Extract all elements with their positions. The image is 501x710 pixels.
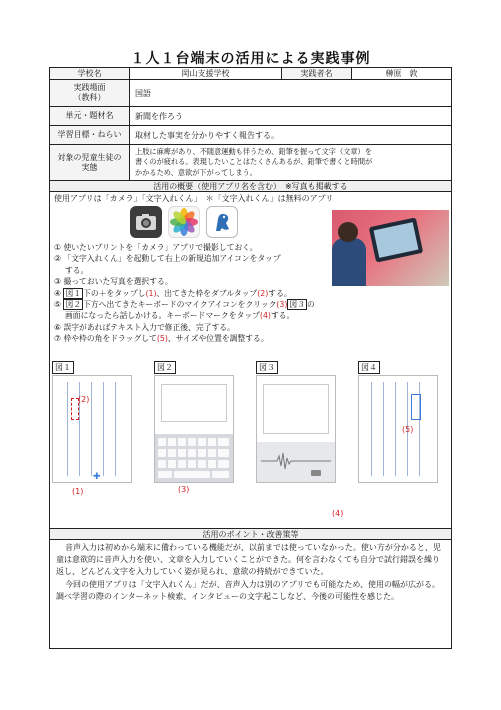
mojiire-app-icon (206, 206, 238, 238)
step-2b: する。 (65, 265, 89, 275)
step-4-mark-1: (1) (145, 288, 157, 298)
points-paragraph-2: 今回の使用アプリは「文字入れくん」だが、音声入力は別のアプリでも可能なため、使用の幅が広がる。調べ学習の際のインターネット検索、インタビューの文字起こしなど、今後の可能性を感じた。 (56, 579, 441, 601)
steps-list (54, 242, 449, 345)
figure-2-screen (154, 375, 234, 483)
figure-4-screen (358, 375, 438, 483)
step-4-num: ④ (54, 288, 61, 298)
photos-icon (168, 206, 200, 238)
points-heading: 活用のポイント・改善策等 (50, 529, 451, 539)
figure-3-screen (256, 375, 336, 483)
school-label: 学校名 (50, 68, 130, 79)
points-heading-row (50, 528, 451, 540)
target-line-2: 書くのが疲れる。表現したいことはたくさんあるが、鉛筆で書くと時間が (135, 157, 373, 167)
goal-row (50, 126, 451, 145)
step-5b (54, 310, 449, 321)
annotation-2: (2) (78, 395, 90, 404)
text-area (263, 384, 329, 434)
scene-label (50, 80, 130, 106)
figure-1-screen (52, 375, 132, 483)
points-paragraph-1: 音声入力は初めから端末に備わっている機能だが、以前までは使っていなかった。使い方が分かると、児童は意欲的に音声入力を使い、文章を入力していくことができた。何を言わなくても自分で試行錯誤を繰り返し、どんどん文字を入力していく姿が見られ、意欲の持続ができていた。 (56, 543, 441, 577)
target-label (50, 145, 130, 180)
step-5-end: の (307, 300, 315, 310)
apps-line: 使用アプリは「カメラ」「文字入れくん」 ＊「文字入れくん」は無料のアプリ (54, 194, 334, 203)
step-5b-mark-4: (4) (259, 311, 271, 321)
dictation-panel (257, 442, 335, 482)
target-label-line2: 実態 (81, 162, 98, 172)
step-1: ① 使いたいプリントを「カメラ」アプリで撮影しておく。 (54, 243, 258, 252)
header-row (50, 68, 451, 80)
step-3: ③ 撮っておいた写真を選択する。 (54, 277, 173, 287)
step-5b-text: 画面になったら話しかける。キーボードマークをタップ (65, 311, 260, 321)
overview-heading-row (50, 181, 451, 192)
step-4-mark-2: (2) (257, 288, 269, 298)
step-5-num: ⑤ (54, 300, 61, 310)
step-4-fig-ref: 図１ (65, 288, 82, 298)
resizable-text-frame (411, 394, 421, 420)
annotation-4: (4) (332, 509, 344, 518)
step-5-fig-ref: 図２ (65, 300, 82, 310)
target-value (130, 145, 451, 180)
step-5-text: 下方へ出てきたキーボードのマイクアイコンをクリック (83, 300, 277, 310)
page-title: １人１台端末の活用による実践事例 (130, 51, 371, 67)
teacher-label: 実践者名 (282, 68, 352, 79)
teacher-name: 榊原 敦 (385, 69, 418, 78)
scene-value: 国語 (135, 88, 151, 98)
unit-value: 新聞を作ろう (135, 111, 183, 121)
figure-3-label: 図３ (256, 361, 278, 374)
target-label-line1: 対象の児童生徒の (57, 152, 122, 162)
figure-4-label: 図４ (358, 361, 380, 374)
scene-row (50, 80, 451, 107)
step-7-end: 、サイズや位置を調整する。 (167, 334, 269, 344)
school-name: 岡山支援学校 (130, 68, 282, 79)
step-7 (54, 333, 449, 344)
step-7-text: ⑦ 枠や枠の角をドラッグして (54, 334, 157, 344)
annotation-5: (5) (402, 425, 414, 434)
step-4-text-2: 、出てきた枠をダブルタップ (156, 288, 258, 298)
points-body (56, 542, 446, 603)
step-6: ⑥ 誤字があればテキスト入力で修正後、完了する。 (54, 322, 235, 332)
step-4 (54, 288, 449, 299)
step-5-fig-ref-2: 図３ (289, 300, 305, 310)
annotation-3: (3) (178, 485, 190, 494)
unit-label: 単元・題材名 (50, 107, 130, 125)
report-table (49, 67, 452, 649)
text-area (161, 384, 227, 422)
scene-label-line2: （教科） (73, 93, 106, 102)
step-5 (54, 299, 449, 310)
target-row (50, 145, 451, 181)
step-5b-end: する。 (270, 311, 295, 321)
step-2a: ② 「文字入れくん」を起動して右上の新規追加アイコンをタップ (54, 254, 281, 264)
add-icon: ✚ (93, 472, 101, 482)
scene-label-line1: 実践場面 (73, 83, 106, 92)
goal-value: 取材した事実を分かりやすく報告する。 (135, 130, 279, 140)
unit-row (50, 107, 451, 126)
overview-heading: 活用の概要（使用アプリ名を含む） ※写真も掲載する (50, 181, 451, 191)
step-7-mark-5: (5) (156, 334, 168, 344)
figure-1-label: 図１ (52, 361, 74, 374)
step-4-end: する。 (268, 288, 292, 298)
step-4-text: 下の＋をタップし (83, 288, 146, 298)
target-line-3: かかるため、意欲が下がってしまう。 (135, 167, 257, 177)
annotation-1: (1) (72, 487, 84, 496)
target-line-1: 上肢に麻痺があり、不随意運動も伴うため、鉛筆を握って文字（文章）を (135, 146, 372, 156)
goal-label: 学習目標・ねらい (50, 126, 130, 144)
step-5-mark-3: (3) (276, 300, 288, 310)
figure-2-label: 図２ (154, 361, 176, 374)
camera-icon (130, 206, 162, 238)
keyboard (155, 434, 233, 482)
